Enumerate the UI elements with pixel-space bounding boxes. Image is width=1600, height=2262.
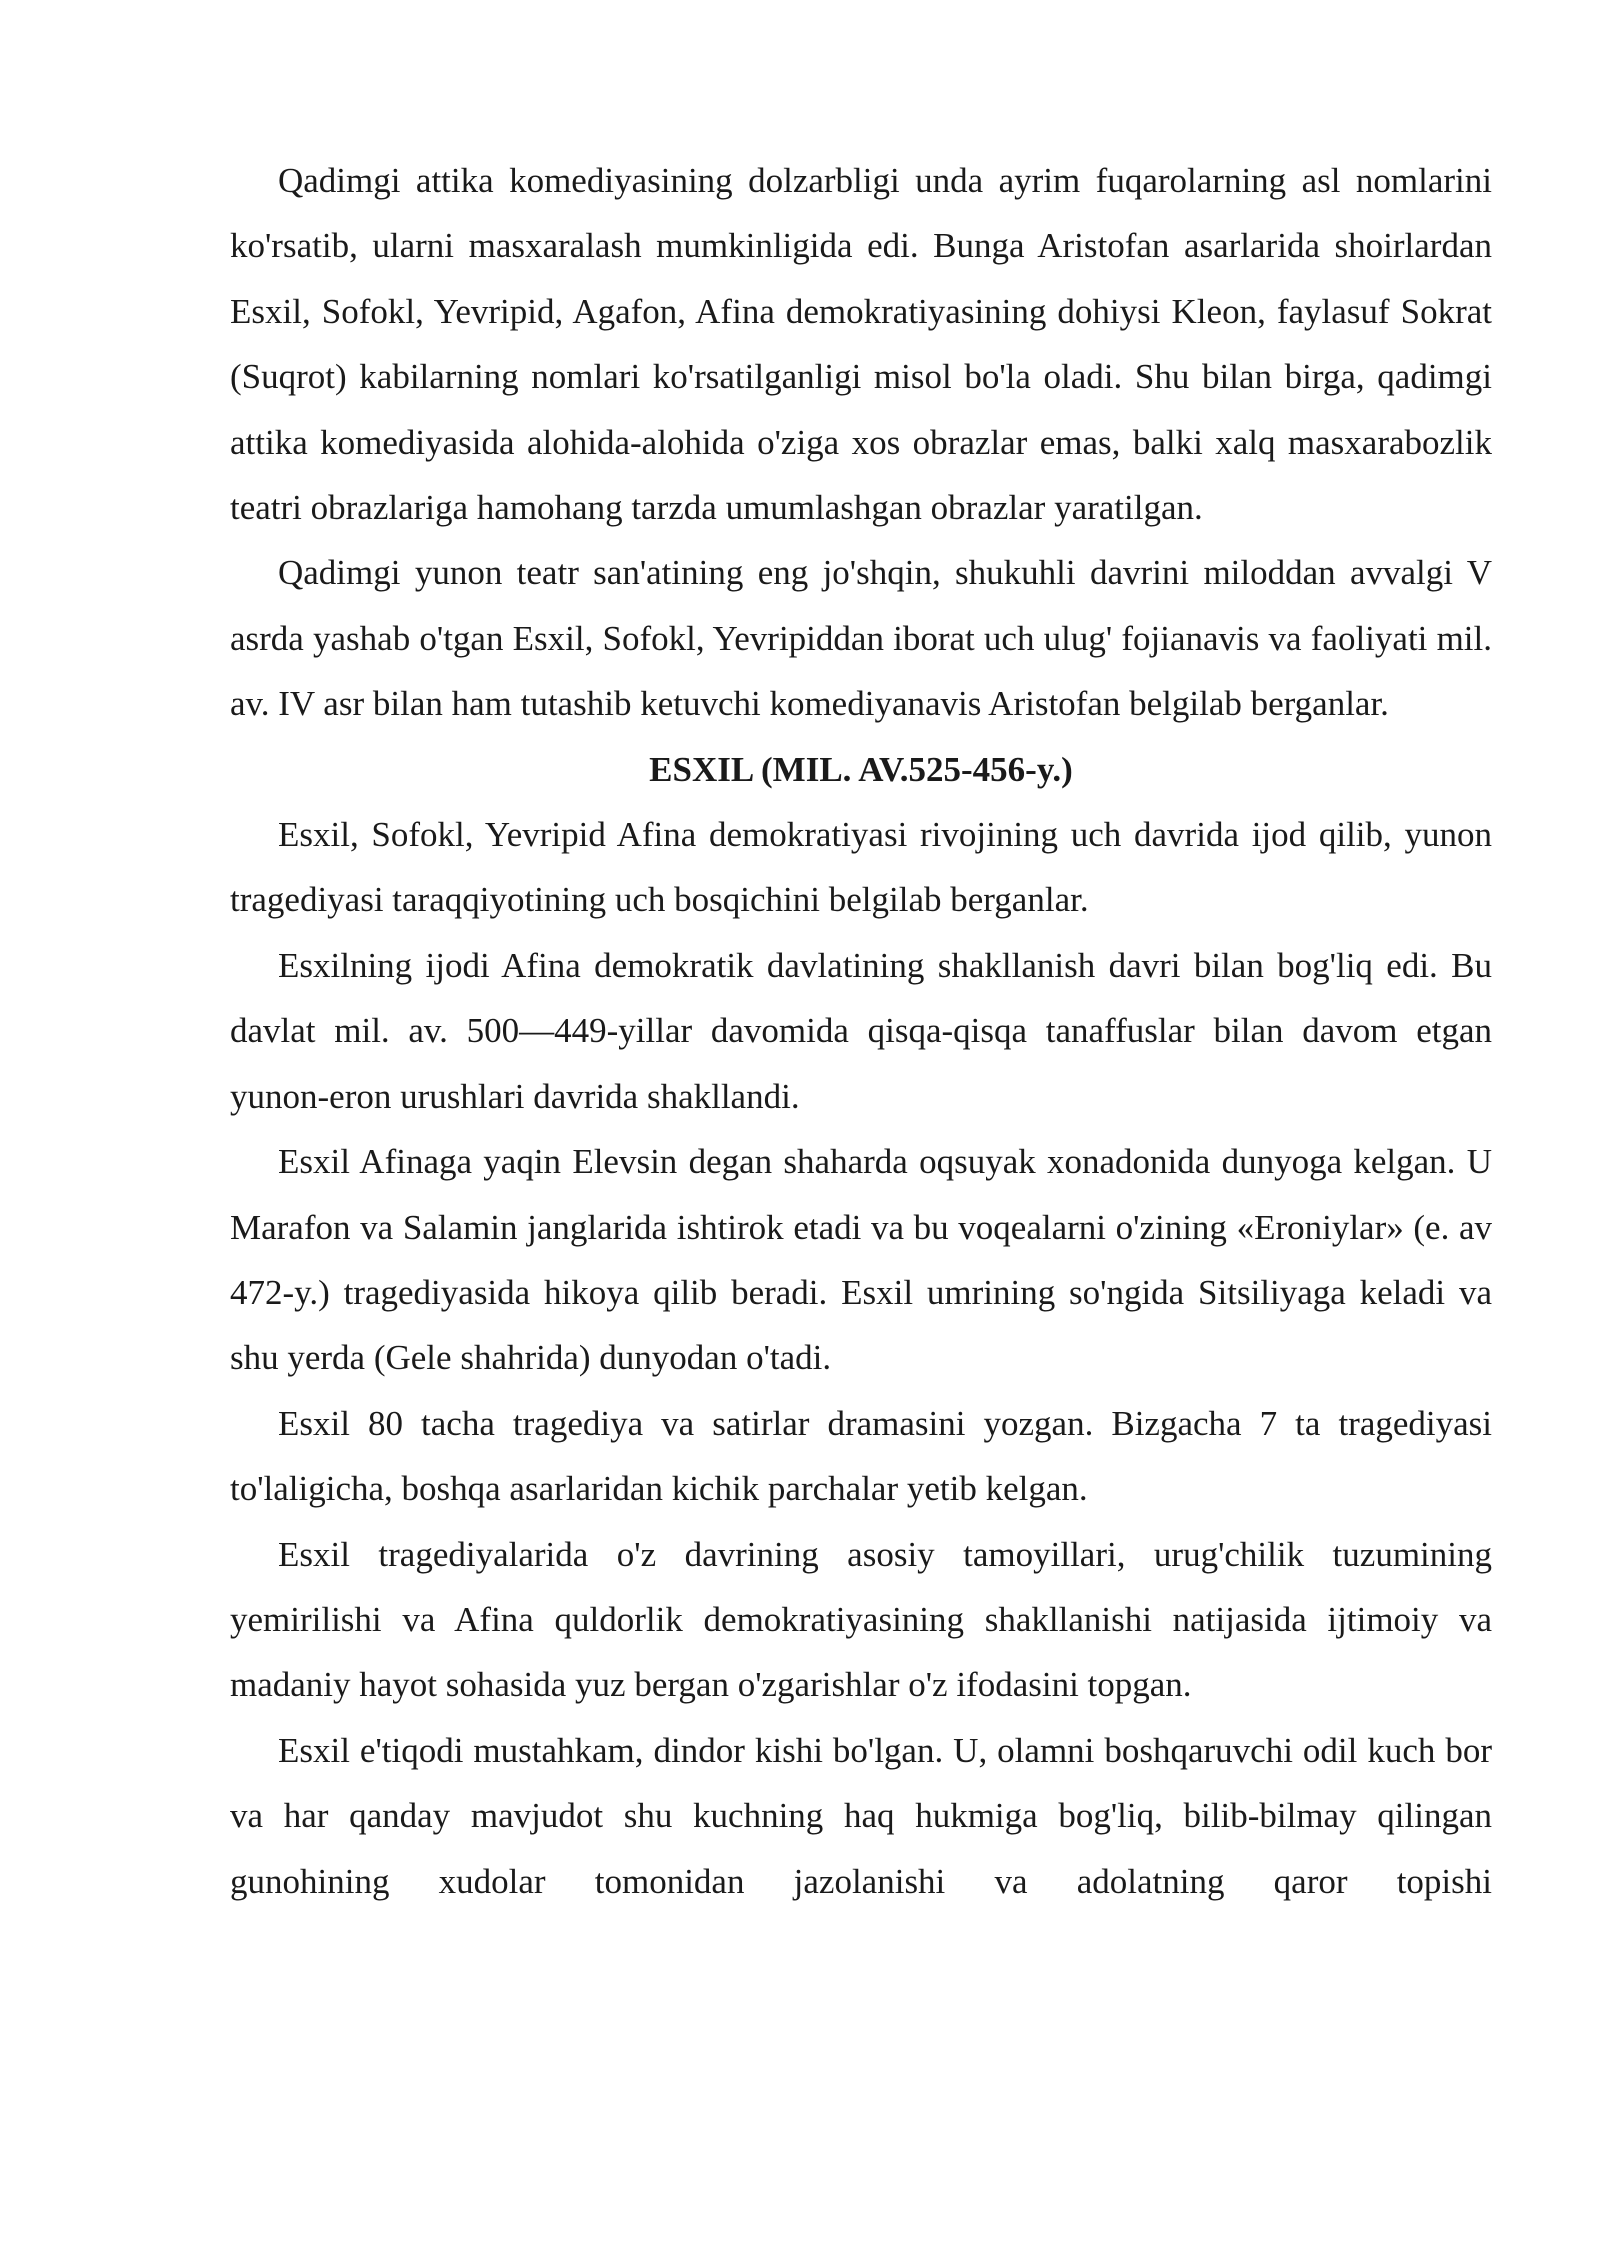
paragraph-esxil-work: Esxilning ijodi Afina demokratik davlatining shakllanish davri bilan bog'liq edi. Bu davlat mil. av. 500—449-yillar davomida qisqa-qisqa tanaffuslar bilan davom etgan yunon-eron urushlari davrida shakllandi. <box>230 945 1492 1116</box>
paragraph-three-stages: Esxil, Sofokl, Yevripid Afina demokratiyasi rivojining uch davrida ijod qilib, yunon tragediyasi taraqqiyotining uch bosqichini belgilab berganlar. <box>230 815 1492 920</box>
paragraph-greek-theatre: Qadimgi yunon teatr san'atining eng jo'shqin, shukuhli davrini miloddan avvalgi V asrda yashab o'tgan Esxil, Sofokl, Yevripiddan iborat uch ulug' fojianavis va faoliyati mil. av. IV asr bilan ham tutashib ketuvchi komediyanavis Aristofan belgilab berganlar. <box>230 553 1492 724</box>
paragraph-esxil-birth: Esxil Afinaga yaqin Elevsin degan shaharda oqsuyak xonadonida dunyoga kelgan. U Marafon va Salamin janglarida ishtirok etadi va bu voqealarni o'zining «Eroniylar» (e. av 472-y.) tragediyasida hikoya qilib beradi. Esxil umrining so'ngida Sitsiliyaga keladi va shu yerda (Gele shahrida) dunyodan o'tadi. <box>230 1142 1492 1378</box>
paragraph-esxil-tragedies-count: Esxil 80 tacha tragediya va satirlar dramasini yozgan. Bizgacha 7 ta tragediyasi to'laligicha, boshqa asarlaridan kichik parchalar yetib kelgan. <box>230 1403 1492 1509</box>
paragraph-esxil-themes: Esxil tragediyalarida o'z davrining asosiy tamoyillari, urug'chilik tuzumining yemirilishi va Afina quldorlik demokratiyasining shakllanishi natijasida ijtimoiy va madaniy hayot sohasida yuz bergan o'zgarishlar o'z ifodasini topgan. <box>230 1534 1492 1705</box>
document-page <box>230 148 1492 1914</box>
section-heading-esxil: ESXIL (MIL. AV.525-456-y.) <box>649 749 1073 789</box>
paragraph-attika-comedy: Qadimgi attika komediyasining dolzarbligi unda ayrim fuqarolarning asl nomlarini ko'rsatib, ularni masxaralash mumkinligida edi. Bunga Aristofan asarlarida shoirlardan Esxil, Sofokl, Yevripid, Agafon, Afina demokratiyasining dohiysi Kleon, faylasuf Sokrat (Suqrot) kabilarning nomlari ko'rsatilganligi misol bo'la oladi. Shu bilan birga, qadimgi attika komediyasida alohida-alohida o'ziga xos obrazlar emas, balki xalq masxarabozlik teatri obrazlariga hamohang tarzda umumlashgan obrazlar yaratilgan. <box>230 161 1492 528</box>
paragraph-esxil-faith: Esxil e'tiqodi mustahkam, dindor kishi bo'lgan. U, olamni boshqaruvchi odil kuch bor va har qanday mavjudot shu kuchning haq hukmiga bog'liq, bilib-bilmay qilingan gunohining xudolar tomonidan jazolanishi va adolatning qaror topishi <box>230 1730 1492 1901</box>
